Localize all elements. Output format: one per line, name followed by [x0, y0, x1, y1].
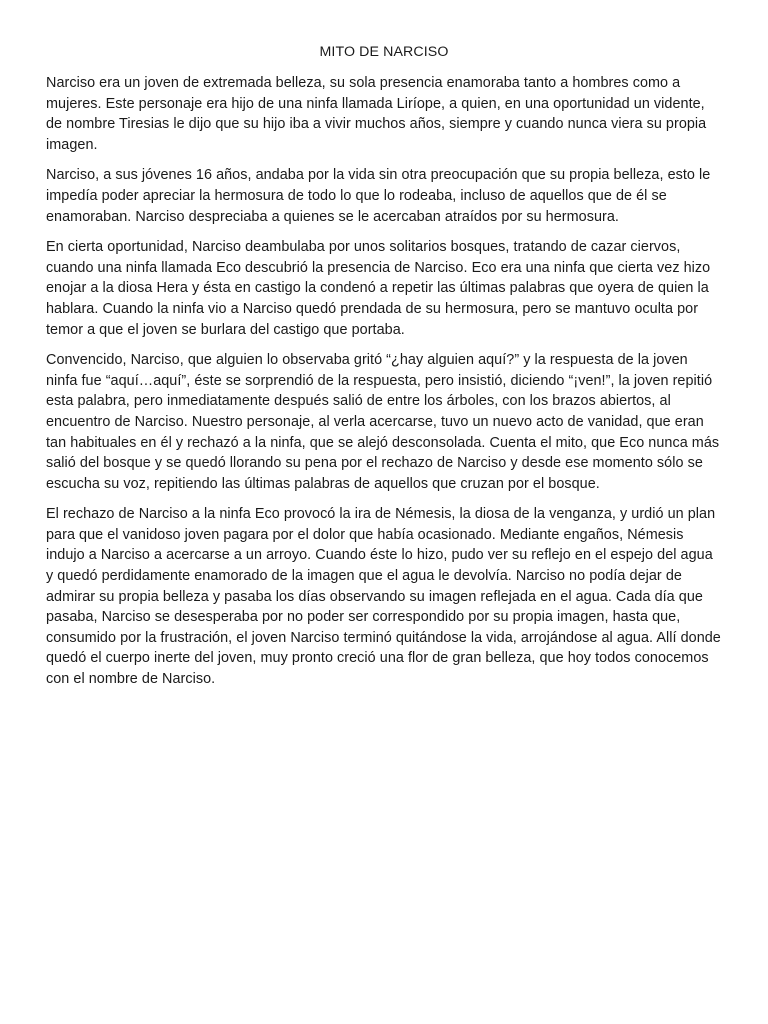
paragraph-2: Narciso, a sus jóvenes 16 años, andaba por la vida sin otra preocupación que su propia belleza, esto le impedía poder apreciar la hermosura de todo lo que lo rodeaba, incluso de aquellos que de él se enamoraban. Narciso despreciaba a quienes se le acercaban atraídos por su hermosura. [46, 167, 711, 225]
paragraph-3: En cierta oportunidad, Narciso deambulaba por unos solitarios bosques, tratando de cazar ciervos, cuando una ninfa llamada Eco descubrió la presencia de Narciso. Eco era una ninfa que cierta vez hizo enojar a la diosa Hera y ésta en castigo la condenó a repetir las últimas palabras que oyera de quien la hablara. Cuando la ninfa vio a Narciso quedó prendada de su hermosura, pero se mantuvo oculta por temor a que el joven se burlara del castigo que portaba. [46, 239, 711, 338]
paragraph-5: El rechazo de Narciso a la ninfa Eco provocó la ira de Némesis, la diosa de la venganza, y urdió un plan para que el vanidoso joven pagara por el dolor que había ocasionado. Mediante engaños, Némesis indujo a Narciso a acercarse a un arroyo. Cuando éste lo hizo, pudo ver su reflejo en el espejo del agua y quedó perdidamente enamorado de la imagen que el agua le devolvía. Narciso no podía dejar de admirar su propia belleza y pasaba los días observando su imagen reflejada en el agua. Cada día que pasaba, Narciso se desesperaba por no poder ser correspondido por su propia imagen, hasta que, consumido por la frustración, el joven Narciso terminó quitándose la vida, arrojándose al agua. Allí donde quedó el cuerpo inerte del joven, muy pronto creció una flor de gran belleza, que hoy todos conocemos con el nombre de Narciso. [46, 506, 721, 688]
paragraph-1: Narciso era un joven de extremada belleza, su sola presencia enamoraba tanto a hombres como a mujeres. Este personaje era hijo de una ninfa llamada Liríope, a quien, en una oportunidad un vidente, de nombre Tiresias le dijo que su hijo iba a vivir muchos años, siempre y cuando nunca viera su propia imagen. [46, 75, 707, 153]
paragraph-4: Convencido, Narciso, que alguien lo observaba gritó “¿hay alguien aquí?” y la respuesta de la joven ninfa fue “aquí…aquí”, éste se sorprendió de la respuesta, pero insistió, diciendo “¡ven!”, la joven repitió esta palabra, pero inmediatamente después salió de entre los árboles, con los brazos abiertos, al encuentro de Narciso. Nuestro personaje, al verla acercarse, tuvo un nuevo acto de vanidad, que eran tan habituales en él y rechazó a la ninfa, que se alejó desconsolada. Cuenta el mito, que Eco nunca más salió del bosque y se quedó llorando su pena por el rechazo de Narciso y desde ese momento sólo se escucha su voz, repitiendo las últimas palabras de aquellos que cruzan por el bosque. [46, 352, 720, 492]
document-title: MITO DE NARCISO [319, 44, 449, 60]
